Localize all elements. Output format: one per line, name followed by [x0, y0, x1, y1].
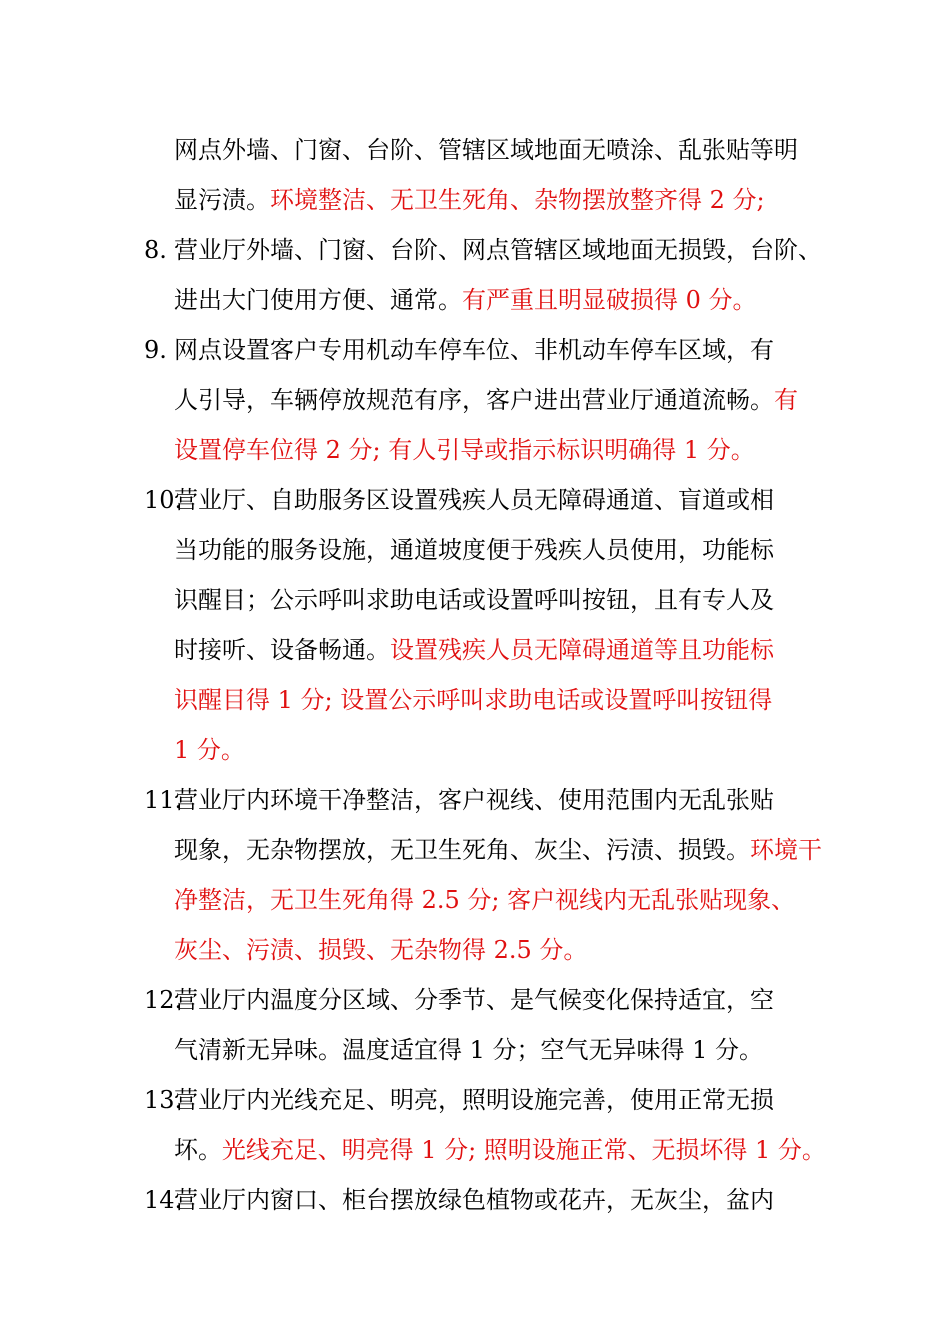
- requirement-text: 时接听、设备畅通。: [174, 636, 390, 664]
- item-number: 9.: [144, 336, 167, 364]
- requirement-text: 显污渍。: [174, 186, 270, 214]
- score-rule-text: 环境干: [750, 836, 822, 864]
- text-line: [174, 575, 774, 625]
- text-line: [174, 125, 798, 175]
- text-line: [174, 325, 774, 375]
- score-rule-text: 灰尘、污渍、损毁、无杂物得 2.5 分。: [174, 936, 588, 964]
- text-line: [174, 975, 774, 1025]
- text-line: [174, 525, 774, 575]
- text-line: [174, 1025, 763, 1075]
- text-line: [174, 225, 822, 275]
- item-number: 12.: [144, 986, 183, 1014]
- score-rule-text: 1 分。: [174, 736, 245, 764]
- text-line: [174, 425, 755, 475]
- item-number: 13.: [144, 1086, 183, 1114]
- text-line: [174, 625, 774, 675]
- requirement-text: 坏。: [174, 1136, 222, 1164]
- text-line: [174, 1175, 774, 1225]
- text-line: [174, 475, 774, 525]
- score-rule-text: 环境整洁、无卫生死角、杂物摆放整齐得 2 分;: [270, 186, 765, 214]
- requirement-text: 营业厅、自助服务区设置残疾人员无障碍通道、盲道或相: [174, 486, 774, 514]
- text-line: [174, 375, 798, 425]
- item-number: 8.: [144, 236, 167, 264]
- item-number: 11.: [144, 786, 183, 814]
- text-line: [174, 675, 772, 725]
- text-line: [174, 925, 587, 975]
- text-line: [174, 175, 765, 225]
- requirement-text: 营业厅外墙、门窗、台阶、网点管辖区域地面无损毁，台阶、: [174, 236, 822, 264]
- score-rule-text: 识醒目得 1 分; 设置公示呼叫求助电话或设置呼叫按钮得: [174, 686, 773, 714]
- requirement-text: 营业厅内窗口、柜台摆放绿色植物或花卉，无灰尘，盆内: [174, 1186, 774, 1214]
- score-rule-text: 有: [774, 386, 798, 414]
- requirement-text: 营业厅内光线充足、明亮，照明设施完善，使用正常无损: [174, 1086, 774, 1114]
- text-line: [174, 725, 245, 775]
- requirement-text: 当功能的服务设施，通道坡度便于残疾人员使用，功能标: [174, 536, 774, 564]
- requirement-text: 营业厅内环境干净整洁，客户视线、使用范围内无乱张贴: [174, 786, 774, 814]
- text-line: [174, 875, 795, 925]
- requirement-text: 现象，无杂物摆放，无卫生死角、灰尘、污渍、损毁。: [174, 836, 750, 864]
- text-line: [174, 775, 774, 825]
- text-line: [174, 275, 757, 325]
- score-rule-text: 光线充足、明亮得 1 分; 照明设施正常、无损坏得 1 分。: [221, 1136, 826, 1164]
- score-rule-text: 设置残疾人员无障碍通道等且功能标: [390, 636, 774, 664]
- score-rule-text: 设置停车位得 2 分; 有人引导或指示标识明确得 1 分。: [174, 436, 755, 464]
- item-number: 14.: [144, 1186, 183, 1214]
- requirement-text: 网点外墙、门窗、台阶、管辖区域地面无喷涂、乱张贴等明: [174, 136, 798, 164]
- score-rule-text: 有严重且明显破损得 0 分。: [462, 286, 757, 314]
- requirement-text: 网点设置客户专用机动车停车位、非机动车停车区域，有: [174, 336, 774, 364]
- item-number: 10.: [144, 486, 183, 514]
- text-line: [174, 1125, 826, 1175]
- requirement-text: 进出大门使用方便、通常。: [174, 286, 462, 314]
- requirement-text: 识醒目；公示呼叫求助电话或设置呼叫按钮，且有专人及: [174, 586, 774, 614]
- text-line: [174, 825, 822, 875]
- text-line: [174, 1075, 774, 1125]
- requirement-text: 气清新无异味。温度适宜得 1 分；空气无异味得 1 分。: [174, 1036, 764, 1064]
- score-rule-text: 净整洁，无卫生死角得 2.5 分; 客户视线内无乱张贴现象、: [174, 886, 796, 914]
- requirement-text: 营业厅内温度分区域、分季节、是气候变化保持适宜，空: [174, 986, 774, 1014]
- requirement-text: 人引导，车辆停放规范有序，客户进出营业厅通道流畅。: [174, 386, 774, 414]
